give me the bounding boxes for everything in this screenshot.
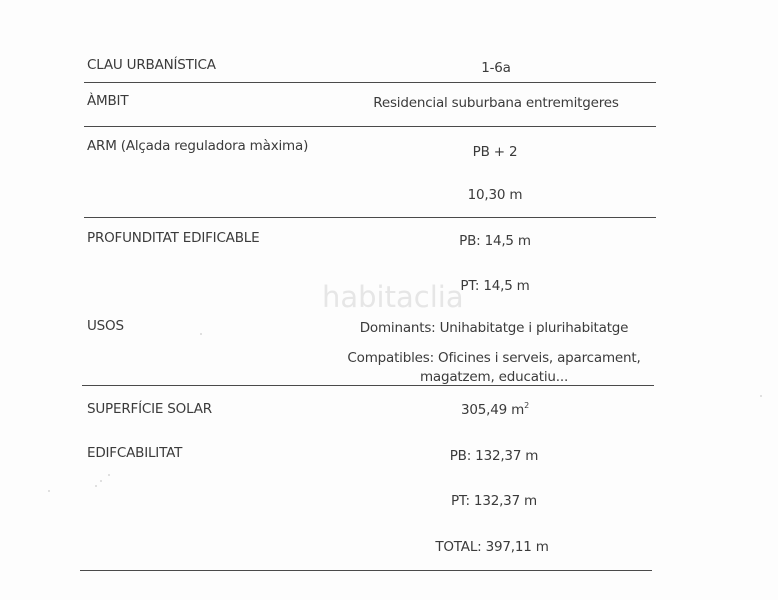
scan-speck <box>108 474 110 476</box>
edificabilitat-pt: PT: 132,37 m <box>450 493 538 509</box>
superficie-label: SUPERFÍCIE SOLAR <box>87 401 212 417</box>
usos-dominants: Dominants: Unihabitatge i plurihabitatge <box>359 320 629 336</box>
ambit-value: Residencial suburbana entremitgeres <box>373 95 619 111</box>
usos-label: USOS <box>87 318 124 334</box>
divider <box>84 126 656 127</box>
scan-speck <box>760 395 762 397</box>
divider <box>84 82 656 83</box>
profunditat-label: PROFUNDITAT EDIFICABLE <box>87 230 260 246</box>
arm-label: ARM (Alçada reguladora màxima) <box>87 138 309 154</box>
arm-value-height: 10,30 m <box>467 187 523 203</box>
clau-urbanistica-label: CLAU URBANÍSTICA <box>87 57 216 73</box>
superficie-value <box>440 401 550 418</box>
clau-urbanistica-value: 1-6a <box>481 60 511 76</box>
watermark: habitaclia <box>322 280 464 314</box>
divider <box>82 385 654 386</box>
usos-compatibles-line2: magatzem, educatiu... <box>419 369 569 385</box>
divider <box>80 570 652 571</box>
scan-speck <box>200 333 202 335</box>
edificabilitat-label: EDIFCABILITAT <box>87 445 183 461</box>
superficie-unit-exponent: 2 <box>524 401 529 410</box>
usos-compatibles-line1: Compatibles: Oficines i serveis, aparcament, <box>347 350 641 366</box>
divider <box>84 217 656 218</box>
arm-value-floors: PB + 2 <box>472 144 518 160</box>
edificabilitat-pb: PB: 132,37 m <box>449 448 539 464</box>
edificabilitat-total: TOTAL: 397,11 m <box>435 539 549 555</box>
ambit-label: ÀMBIT <box>87 93 129 109</box>
profunditat-pb: PB: 14,5 m <box>459 233 531 249</box>
profunditat-pt: PT: 14,5 m <box>460 278 530 294</box>
scan-speck <box>100 480 102 482</box>
scan-speck <box>48 490 50 492</box>
superficie-number: 305,49 m <box>461 402 525 418</box>
scan-speck <box>95 485 97 487</box>
